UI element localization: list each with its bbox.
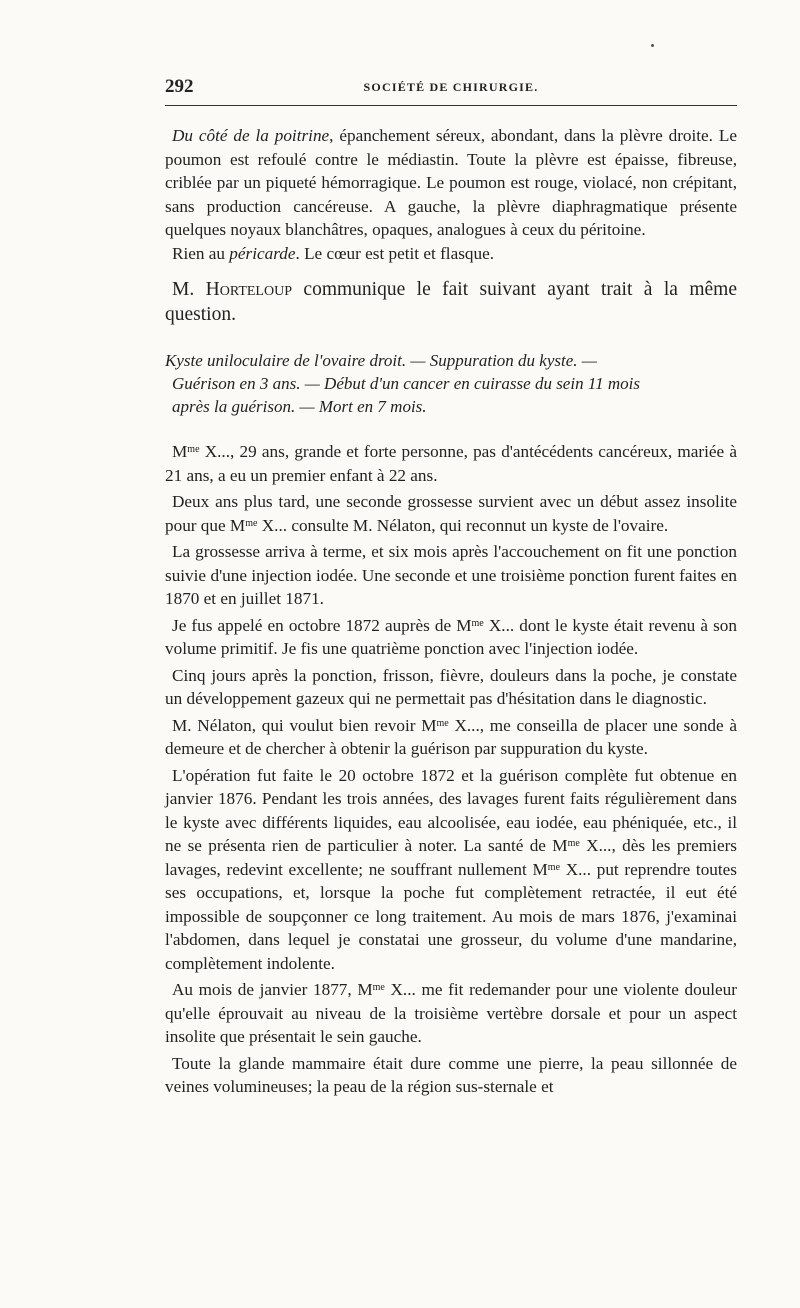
mme-abbrev: M — [532, 859, 548, 879]
paragraph-text: X... dont le kyste était revenu à son volume primitif. Je fis une quatrième ponction avec l'injection iodée. — [165, 615, 737, 658]
paragraph-text: X..., 29 ans, grande et forte personne, pas d'antécédents cancéreux, mariée à 21 ans, a eu un premier enfant à 22 ans. — [165, 442, 737, 485]
case-title — [165, 349, 737, 418]
mme-abbrev: M — [229, 515, 246, 535]
paragraph-text: Au mois de janvier 1877, — [172, 980, 358, 999]
mme-sup: me — [567, 838, 580, 849]
communication-statement — [165, 277, 737, 327]
paragraph-text: communique le fait suivant ayant trait à la même question. — [165, 279, 737, 325]
print-speck — [651, 44, 654, 47]
paragraph-text: Je fus appelé en octobre 1872 auprès de — [172, 615, 457, 635]
paragraph-ponction: La grossesse arriva à terme, et six mois après l'accouchement on fit une ponction suivie d'une injection iodée. Une seconde et une troisième ponction furent faites en 1870 et en juillet 1871. — [165, 542, 737, 608]
paragraph-text: , épanchement séreux, abondant, dans la plèvre droite. Le poumon est refoulé contre le médiastin. Toute la plèvre est épaisse, fibreuse, criblée par un piqueté hémorragique. Le poumon est rouge, violacé, non crépitant, sans production cancéreuse. A gauche, la plèvre diaphragmatique présente quelques noyaux blanchâtres, opaques, analogues à ceux du péritoine. — [165, 126, 737, 239]
page-header — [165, 76, 737, 100]
case-title-line: après la guérison. — Mort en 7 mois. — [172, 397, 427, 416]
paragraph-text: X... consulte M. Nélaton, qui reconnut un kyste de l'ovaire. — [257, 515, 669, 535]
paragraph-poitrine — [165, 124, 737, 242]
mme-sup: me — [372, 982, 385, 993]
paragraph-text: L'opération fut faite le 20 octobre 1872 et la guérison complète fut obtenue en janvier 1876. Pendant les trois années, des lavages furent faits régulièrement dans le kyste avec différents liquides, eau alcoolisée, eau iodée, eau phéniquée, etc., il ne se présenta rien de particulier à noter. La santé de — [165, 765, 737, 855]
mme-sup: me — [187, 444, 200, 455]
paragraph-patient — [165, 440, 737, 487]
mme-abbrev: M — [552, 836, 568, 855]
paragraph-text: X... me fit redemander pour une violente douleur qu'elle éprouvait au niveau de la troisième vertèbre dorsale et pour un aspect insolite que présentait le sein gauche. — [165, 980, 738, 1046]
paragraph-janvier — [165, 978, 737, 1049]
paragraph-operation — [165, 764, 737, 976]
running-title: SOCIÉTÉ DE CHIRURGIE. — [363, 80, 539, 94]
paragraph-octobre — [165, 614, 737, 661]
paragraph-text: Deux ans plus tard, une seconde grossesse survient avec un début assez insolite pour que — [165, 492, 737, 535]
emphasis-pericarde: péricarde — [229, 243, 296, 263]
mme-abbrev: M — [421, 715, 437, 735]
emphasis-poitrine: Du côté de la poitrine — [172, 126, 330, 145]
paragraph-grossesse — [165, 490, 737, 537]
header-rule — [165, 105, 737, 106]
page-body — [165, 124, 737, 1099]
mme-sup: me — [245, 517, 258, 529]
author-name: Horteloup — [205, 279, 292, 300]
paragraph-text: M. Nélaton, qui voulut bien revoir — [172, 715, 422, 735]
paragraph-nelaton — [165, 714, 737, 761]
paragraph-text: Rien au — [172, 243, 230, 263]
mme-sup: me — [436, 717, 449, 729]
mme-abbrev: M — [357, 980, 373, 999]
mme-abbrev: M — [172, 442, 188, 461]
paragraph-pericarde — [165, 242, 737, 266]
case-title-line: Kyste uniloculaire de l'ovaire droit. — Suppuration du kyste. — — [165, 351, 597, 370]
mme-abbrev: M — [456, 615, 472, 635]
paragraph-glande: Toute la glande mammaire était dure comme une pierre, la peau sillonnée de veines volumineuses; la peau de la région sus-sternale et — [165, 1053, 737, 1096]
paragraph-cinq-jours: Cinq jours après la ponction, frisson, fièvre, douleurs dans la poche, je constate un développement gazeux qui ne permettait pas d'hésitation dans le diagnostic. — [165, 665, 737, 708]
paragraph-text: X..., dès les premiers lavages, redevint excellente; ne souffrant nullement — [165, 836, 737, 879]
page-number: 292 — [165, 76, 194, 97]
paragraph-text: X..., me conseilla de placer une sonde à demeure et de chercher à obtenir la guérison par suppuration du kyste. — [165, 715, 737, 758]
paragraph-text: M. — [172, 279, 206, 300]
mme-sup: me — [547, 861, 561, 873]
paragraph-text: . Le cœur est petit et flasque. — [295, 243, 495, 263]
paragraph-text: X... put reprendre toutes ses occupations, et, lorsque la poche fut complètement retractée, il eut été impossible de soupçonner ce long traitement. Au mois de mars 1876, j'examinai l'abdomen, dans lequel je constatai une grosseur, du volume d'une mandarine, complètement indolente. — [165, 859, 737, 973]
mme-sup: me — [471, 617, 484, 629]
case-title-line: Guérison en 3 ans. — Début d'un cancer en cuirasse du sein 11 mois — [172, 374, 640, 393]
